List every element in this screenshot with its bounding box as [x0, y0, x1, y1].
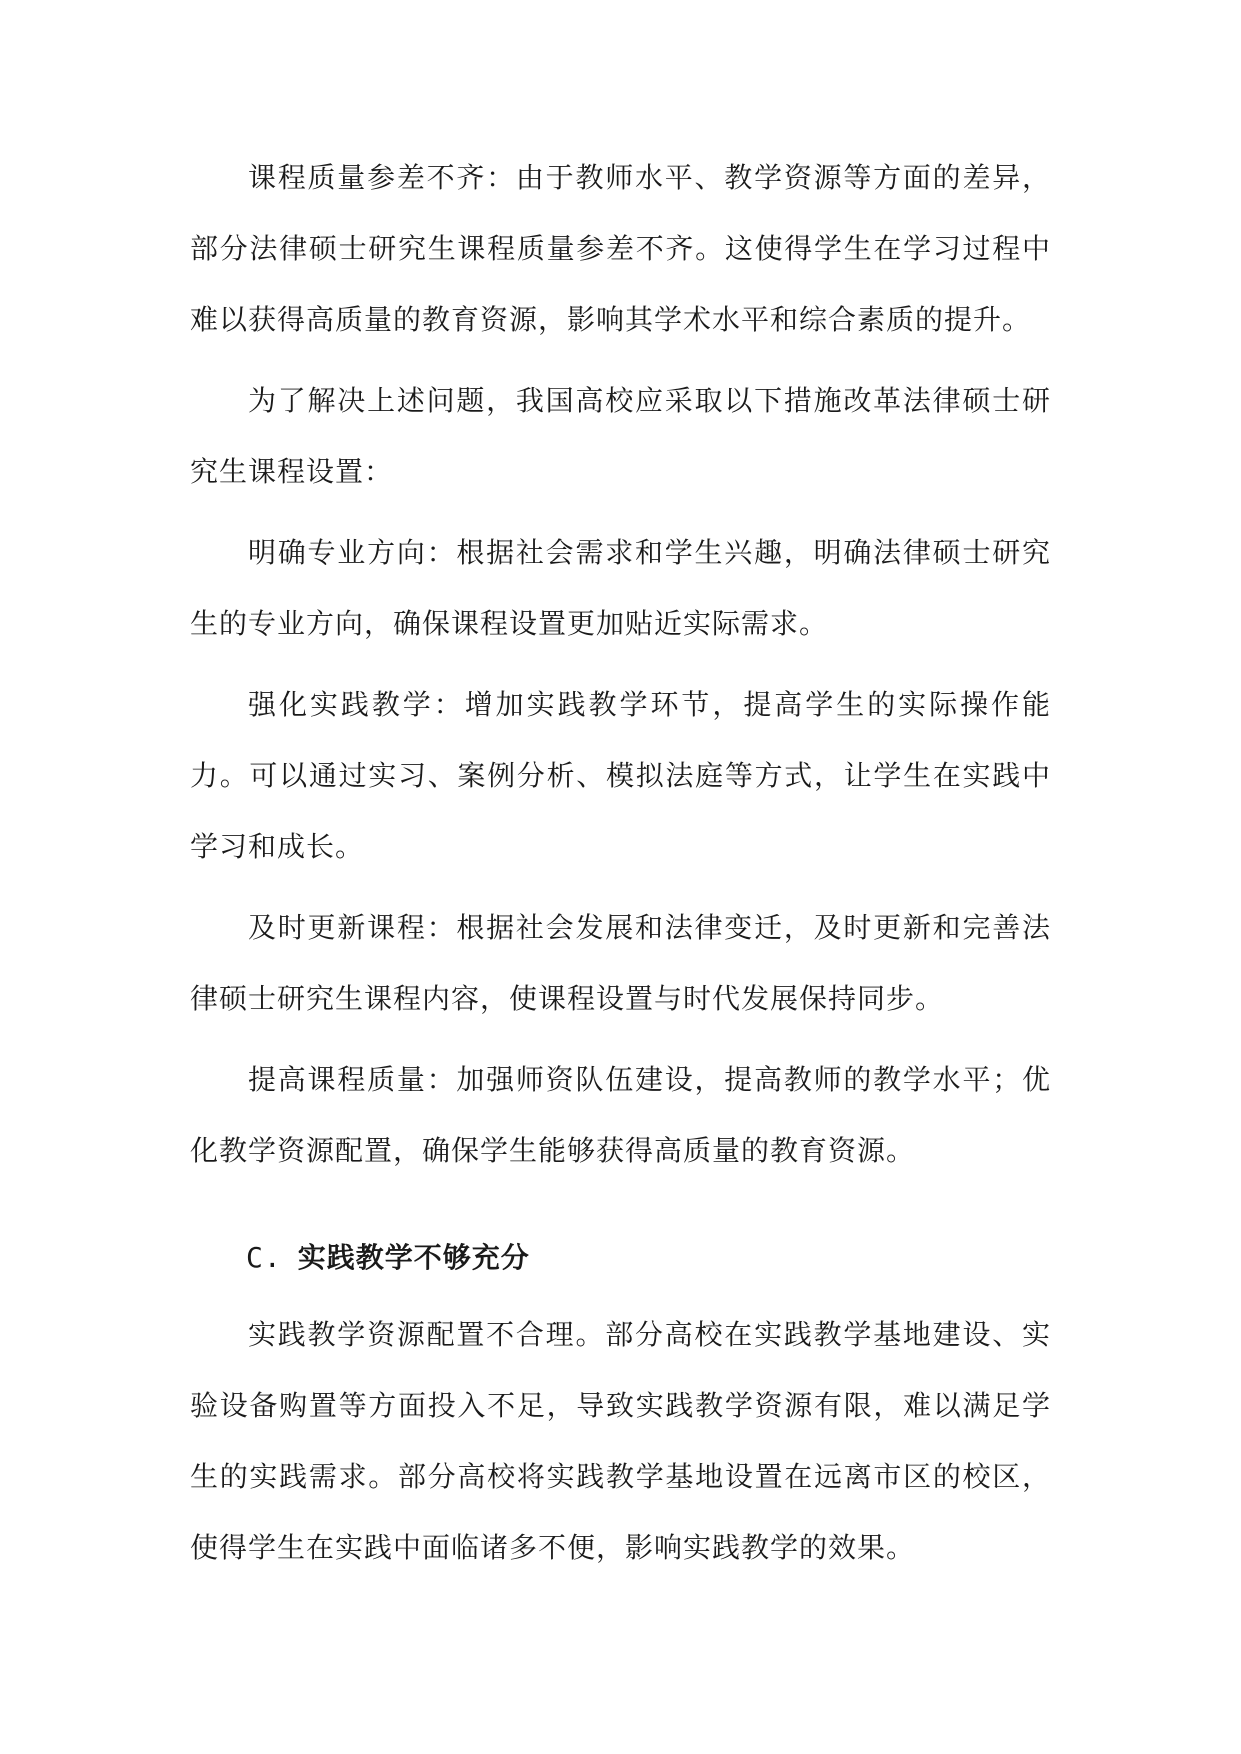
paragraph-clarify-direction: 明确专业方向：根据社会需求和学生兴趣，明确法律硕士研究生的专业方向，确保课程设置更加贴近实际需求。 [190, 536, 1051, 640]
paragraph-practice-resources: 实践教学资源配置不合理。部分高校在实践教学基地建设、实验设备购置等方面投入不足，导致实践教学资源有限，难以满足学生的实践需求。部分高校将实践教学基地设置在远离市区的校区，使得学生在实践中面临诸多不便，影响实践教学的效果。 [190, 1318, 1051, 1564]
section-heading-title: 实践教学不够充分 [297, 1241, 530, 1274]
paragraph-strengthen-practice: 强化实践教学：增加实践教学环节，提高学生的实际操作能力。可以通过实习、案例分析、模拟法庭等方式，让学生在实践中学习和成长。 [190, 688, 1051, 863]
paragraph-improve-quality: 提高课程质量：加强师资队伍建设，提高教师的教学水平；优化教学资源配置，确保学生能够获得高质量的教育资源。 [190, 1063, 1051, 1167]
section-heading-marker: C. [246, 1241, 282, 1274]
section-heading [190, 1222, 1051, 1293]
paragraph-course-quality-issue: 课程质量参差不齐：由于教师水平、教学资源等方面的差异，部分法律硕士研究生课程质量参差不齐。这使得学生在学习过程中难以获得高质量的教育资源，影响其学术水平和综合素质的提升。 [190, 161, 1051, 336]
paragraph-reform-intro: 为了解决上述问题，我国高校应采取以下措施改革法律硕士研究生课程设置： [190, 384, 1051, 488]
paragraph-update-courses: 及时更新课程：根据社会发展和法律变迁，及时更新和完善法律硕士研究生课程内容，使课程设置与时代发展保持同步。 [190, 911, 1051, 1015]
